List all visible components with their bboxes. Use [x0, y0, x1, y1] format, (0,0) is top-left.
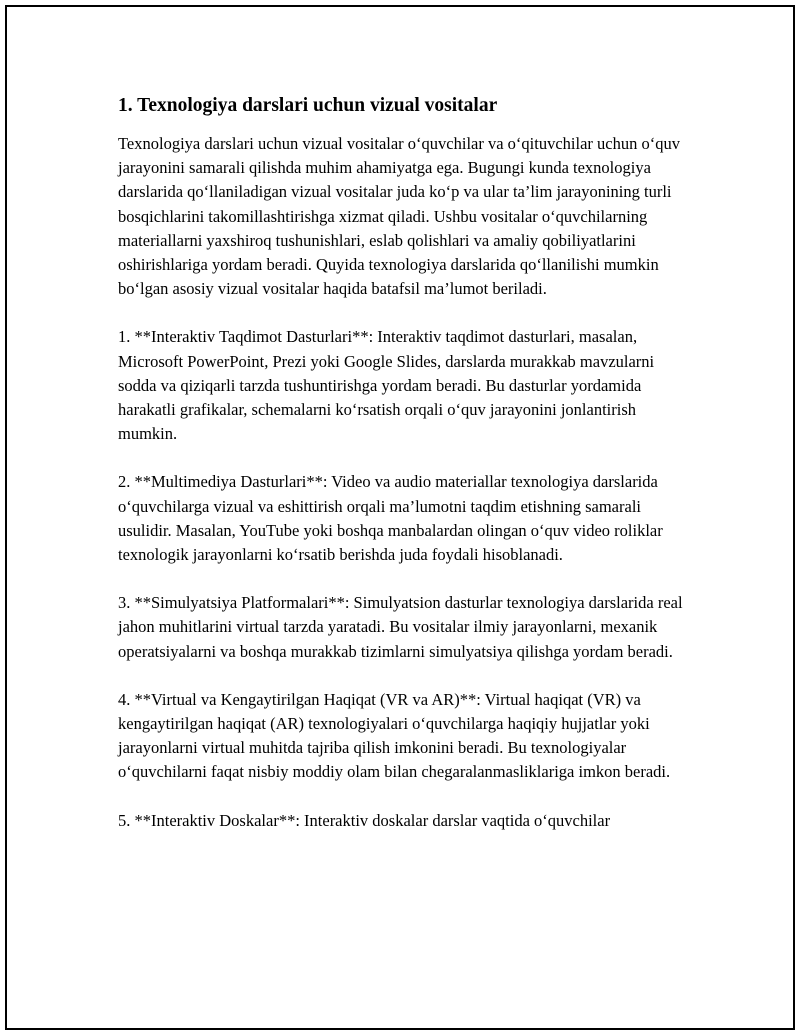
- intro-paragraph: Texnologiya darslari uchun vizual vositalar o‘quvchilar va o‘qituvchilar uchun o‘quv jarayonini samarali qilishda muhim ahamiyatga ega. Bugungi kunda texnologiya darslarida qo‘llaniladigan vizual vositalar juda ko‘p va ular ta’lim jarayonining turli bosqichlarini takomillashtirishga xizmat qiladi. Ushbu vositalar o‘quvchilarning materiallarni yaxshiroq tushunishlari, eslab qolishlari va amaliy qobiliyatlarini oshirishlariga yordam beradi. Quyida texnologiya darslarida qo‘llanilishi mumkin bo‘lgan asosiy vizual vositalar haqida batafsil ma’lumot beriladi.: [118, 134, 680, 299]
- section-heading: 1. Texnologiya darslari uchun vizual vositalar: [118, 95, 498, 116]
- paragraph-vr-ar: 4. **Virtual va Kengaytirilgan Haqiqat (VR va AR)**: Virtual haqiqat (VR) va kengaytirilgan haqiqat (AR) texnologiyalari o‘quvchilarga haqiqiy hujjatlar yoki jarayonlarni virtual muhitda tajriba qilish imkonini beradi. Bu texnologiyalar o‘quvchilarni faqat nisbiy moddiy olam bilan chegaralanmasliklariga imkon beradi.: [118, 689, 671, 782]
- document-body: [118, 93, 688, 857]
- paragraph-simulation: 3. **Simulyatsiya Platformalari**: Simulyatsion dasturlar texnologiya darslarida real jahon muhitlarini virtual tarzda yaratadi. Bu vositalar ilmiy jarayonlarni, mexanik operatsiyalarni va boshqa murakkab tizimlarni simulyatsiya qilishga yordam beradi.: [118, 593, 683, 661]
- paragraph-interactive-presentations: 1. **Interaktiv Taqdimot Dasturlari**: Interaktiv taqdimot dasturlari, masalan, Microsoft PowerPoint, Prezi yoki Google Slides, darslarda murakkab mavzularni sodda va qiziqarli tarzda tushuntirishga yordam beradi. Bu dasturlar yordamida harakatli grafikalar, schemalarni ko‘rsatish orqali o‘quv jarayonini jonlantirish mumkin.: [118, 327, 655, 444]
- paragraph-interactive-boards: 5. **Interaktiv Doskalar**: Interaktiv doskalar darslar vaqtida o‘quvchilar: [118, 810, 611, 830]
- paragraph-multimedia: 2. **Multimediya Dasturlari**: Video va audio materiallar texnologiya darslarida o‘quvchilarga vizual va eshittirish orqali ma’lumotni taqdim etishning samarali usulidir. Masalan, YouTube yoki boshqa manbalardan olingan o‘quv video roliklar texnologik jarayonlarni ko‘rsatib berishda juda foydali hisoblanadi.: [118, 472, 663, 565]
